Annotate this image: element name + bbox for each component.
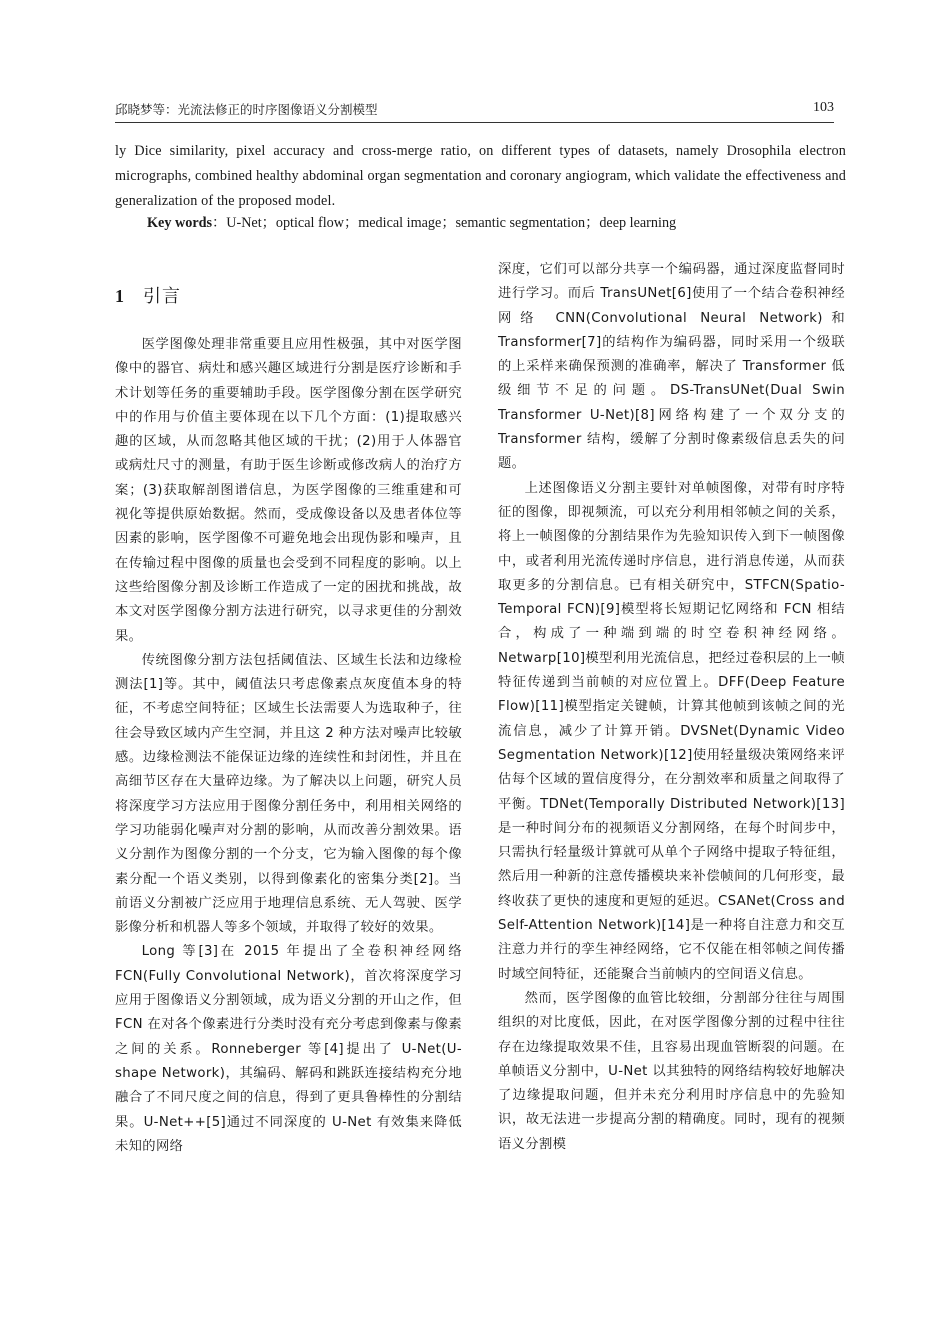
running-header — [115, 100, 834, 123]
section-title: 引言 — [143, 286, 181, 307]
keywords-list: ：U-Net；optical flow；medical image；semantic segmentation；deep learning — [212, 215, 677, 231]
page-number: 103 — [813, 100, 834, 115]
paragraph: 深度，它们可以部分共享一个编码器，通过深度监督同时进行学习。而后 TransUNet[6]使用了一个结合卷积神经网络 CNN(Convolutional Neural Network)和 Transformer[7]的结构作为编码器，同时采用一个级联的上采样来确保预测的准确率，解决了 Transformer 低级细节不足的问题。DS-TransUNet(Dual Swin Transformer U-Net)[8]网络构建了一个双分支的 Transformer 结构，缓解了分割时像素级信息丢失的问题。 — [498, 262, 845, 472]
keywords-line — [147, 211, 676, 236]
paragraph: 然而，医学图像的血管比较细，分割部分往往与周围组织的对比度低，因此，在对医学图像分割的过程中往往存在边缘提取效果不佳，且容易出现血管断裂的问题。在单帧语义分割中，U-Net 以其独特的网络结构较好地解决了边缘提取问题，但并未充分利用时序信息中的先验知识，故无法进一步提高分割的精确度。同时，现有的视频语义分割模 — [498, 990, 845, 1152]
abstract-continuation: ly Dice similarity, pixel accuracy and cross-merge ratio, on different types of datasets, namely Drosophila electron micrographs, combined healthy abdominal organ segmentation and coronary angiogram, which validate the effectiveness and generalization of the proposed model. — [115, 143, 846, 209]
left-column — [115, 281, 462, 1159]
right-column — [498, 258, 845, 1157]
paragraph: 上述图像语义分割主要针对单帧图像，对带有时序特征的图像，即视频流，可以充分利用相邻帧之间的关系，将上一帧图像的分割结果作为先验知识传入到下一帧图像中，或者利用光流传递时序信息，进行消息传递，从而获取更多的分割信息。已有相关研究中，STFCN(Spatio-Temporal FCN)[9]模型将长短期记忆网络和 FCN 相结合，构成了一种端到端的时空卷积神经网络。Netwarp[10]模型利用光流信息，把经过卷积层的上一帧特征传递到当前帧的对应位置上。DFF(Deep Feature Flow)[11]模型指定关键帧，计算其他帧到该帧之间的光流信息，减少了计算开销。DVSNet(Dynamic Video Segmentation Network)[12]使用轻量级决策网络来评估每个区域的置信度得分，在分割效率和质量之间取得了平衡。TDNet(Temporally Distributed Network)[13]是一种时间分布的视频语义分割网络，在每个时间步中，只需执行轻量级计算就可从单个子网络中提取子特征组，然后用一种新的注意传播模块来补偿帧间的几何形变，最终收获了更快的速度和更短的延迟。CSANet(Cross and Self-Attention Network)[14]是一种将自注意力和交互注意力并行的孪生神经网络，它不仅能在相邻帧之间传播时域空间特征，还能聚合当前帧内的空间语义信息。 — [498, 480, 845, 982]
section-number: 1 — [115, 286, 125, 306]
paragraph: Long 等[3]在 2015 年提出了全卷积神经网络 FCN(Fully Convolutional Network)，首次将深度学习应用于图像语义分割领域，成为语义分割的开山之作，但 FCN 在对各个像素进行分类时没有充分考虑到像素与像素之间的关系。Ronneberger 等[4]提出了 U-Net(U-shape Network)，其编码、解码和跳跃连接结构充分地融合了不同尺度之间的信息，得到了更具鲁棒性的分割结果。U-Net++[5]通过不同深度的 U-Net 有效集来降低未知的网络 — [115, 944, 462, 1154]
keywords-label: Key words — [147, 215, 213, 231]
paragraph: 医学图像处理非常重要且应用性极强，其中对医学图像中的器官、病灶和感兴趣区域进行分割是医疗诊断和手术计划等任务的重要辅助手段。医学图像分割在医学研究中的作用与价值主要体现在以下几个方面：(1)提取感兴趣的区域，从而忽略其他区域的干扰；(2)用于人体器官或病灶尺寸的测量，有助于医生诊断或修改病人的治疗方案；(3)获取解剖图谱信息，为医学图像的三维重建和可视化等提供原始数据。然而，受成像设备以及患者体位等因素的影响，医学图像不可避免地会出现伪影和噪声，且在传输过程中图像的质量也会受到不同程度的影响。以上这些给图像分割及诊断工作造成了一定的困扰和挑战，故本文对医学图像分割方法进行研究，以寻求更佳的分割效果。 — [115, 337, 462, 644]
running-title: 邱晓梦等：光流法修正的时序图像语义分割模型 — [115, 102, 378, 117]
section-heading — [115, 281, 462, 311]
paragraph: 传统图像分割方法包括阈值法、区域生长法和边缘检测法[1]等。其中，阈值法只考虑像素点灰度值本身的特征，不考虑空间特征；区域生长法需要人为选取种子，往往会导致区域内产生空洞，并且这 2 种方法对噪声比较敏感。边缘检测法不能保证边缘的连续性和封闭性，并且在高细节区存在大量碎边缘。为了解决以上问题，研究人员将深度学习方法应用于图像分割任务中，利用相关网络的学习功能弱化噪声对分割的影响，从而改善分割效果。语义分割作为图像分割的一个分支，它为输入图像的每个像素分配一个语义类别，以得到像素化的密集分类[2]。当前语义分割被广泛应用于地理信息系统、无人驾驶、医学影像分析和机器人等多个领域，并取得了较好的效果。 — [115, 652, 462, 936]
